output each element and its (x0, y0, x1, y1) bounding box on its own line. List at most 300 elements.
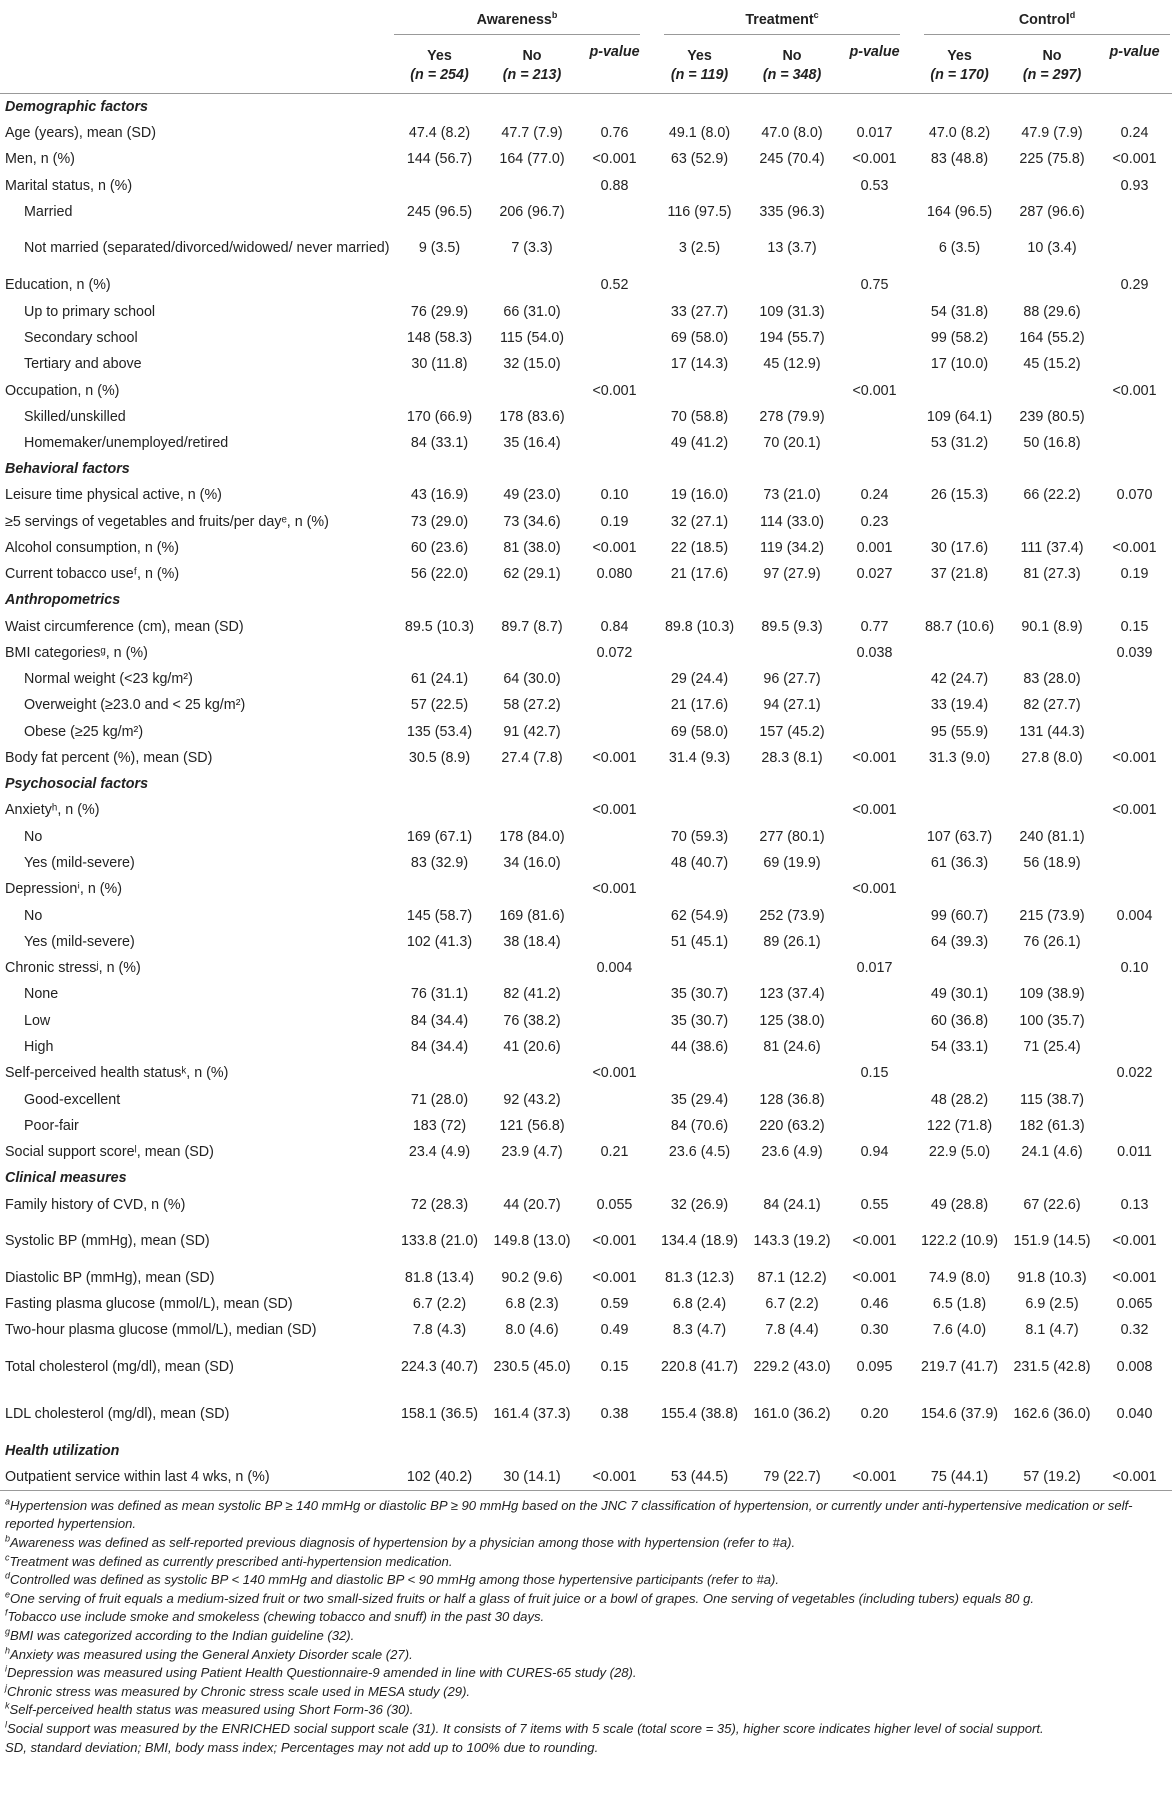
value-cell: 49 (23.0) (503, 487, 561, 504)
value-cell: 122 (71.8) (926, 1117, 993, 1134)
value-cell: 13 (3.7) (767, 240, 817, 257)
table-row (0, 430, 1172, 456)
row-label: Low (24, 1012, 51, 1029)
row-label: Chronic stressʲ, n (%) (5, 960, 141, 977)
table-row (0, 797, 1172, 823)
p-value-cell: <0.001 (852, 881, 897, 898)
value-cell: 62 (54.9) (670, 907, 729, 924)
footnote-text: Anxiety was measured using the General Anxiety Disorder scale (27). (10, 1646, 413, 1662)
col-awareness-no: No (n = 213) (487, 38, 577, 94)
value-cell: 161.4 (37.3) (493, 1405, 571, 1422)
value-cell: 8.0 (4.6) (505, 1322, 559, 1339)
header-group-row (0, 0, 1172, 38)
p-value-cell: <0.001 (852, 1269, 897, 1286)
value-cell: 277 (80.1) (759, 828, 825, 845)
row-label: Good-excellent (24, 1091, 121, 1108)
value-cell (747, 377, 837, 403)
value-cell (652, 272, 747, 298)
p-value-cell: <0.001 (1112, 1269, 1157, 1286)
table-row (0, 613, 1172, 639)
value-cell: 107 (63.7) (926, 828, 993, 845)
value-cell: 47.9 (7.9) (1021, 125, 1083, 142)
header-column-row (0, 38, 1172, 94)
footnote (5, 1683, 1142, 1702)
row-label: Social support scoreˡ, mean (SD) (5, 1144, 214, 1161)
footnote-mark: f (5, 1608, 8, 1619)
value-cell (747, 876, 837, 902)
table-row (0, 225, 1172, 272)
footnote (5, 1739, 1142, 1758)
value-cell: 7.8 (4.4) (765, 1322, 819, 1339)
value-cell: 61 (36.3) (930, 854, 989, 871)
value-cell: 87.1 (12.2) (757, 1269, 827, 1286)
footnote (5, 1646, 1142, 1665)
p-value-cell: <0.001 (1112, 1232, 1157, 1249)
value-cell: 158.1 (36.5) (400, 1405, 479, 1422)
table-row (0, 535, 1172, 561)
value-cell: 125 (38.0) (759, 1012, 825, 1029)
table-row (0, 1391, 1172, 1438)
value-cell: 131 (44.3) (1019, 723, 1085, 740)
value-cell (747, 272, 837, 298)
value-cell (392, 173, 487, 199)
p-value-cell (837, 1113, 912, 1139)
value-cell (1007, 272, 1097, 298)
footnote-mark: b (5, 1533, 11, 1544)
value-cell: 75 (44.1) (912, 1464, 1007, 1491)
value-cell: 3 (2.5) (678, 240, 721, 257)
p-value-cell (837, 850, 912, 876)
footnote-text: Social support was measured by the ENRICHED social support scale (31). It consists of 7 items with 5 scale (total score = 35), higher score indicates higher level of social support. (7, 1721, 1044, 1736)
value-cell: 27.4 (7.8) (501, 750, 563, 767)
col-treatment-yes: Yes (n = 119) (652, 38, 747, 94)
table-row (0, 1113, 1172, 1139)
value-cell (392, 797, 487, 823)
section-title: Anthropometrics (5, 592, 121, 609)
value-cell: 90.2 (9.6) (501, 1269, 563, 1286)
table-row (0, 1060, 1172, 1086)
footnote-mark: g (5, 1626, 11, 1637)
value-cell (487, 173, 577, 199)
value-cell: 71 (25.4) (1023, 1039, 1081, 1056)
row-label: Family history of CVD, n (%) (5, 1196, 186, 1213)
p-value-cell (1097, 692, 1172, 718)
p-value-cell (837, 929, 912, 955)
value-cell: 91.8 (10.3) (1017, 1269, 1087, 1286)
col-treatment-p: p-value (837, 38, 912, 94)
row-label: Married (24, 204, 73, 221)
value-cell (912, 377, 1007, 403)
row-label: Waist circumference (cm), mean (SD) (5, 618, 244, 635)
row-label: Yes (mild-severe) (24, 933, 135, 950)
value-cell: 63 (52.9) (670, 151, 729, 168)
p-value-cell: 0.080 (596, 566, 633, 583)
value-cell: 35 (16.4) (503, 435, 561, 452)
value-cell: 164 (96.5) (926, 204, 993, 221)
value-cell (1007, 1060, 1097, 1086)
p-value-cell (1097, 824, 1172, 850)
p-value-cell: <0.001 (852, 750, 897, 767)
value-cell: 81 (27.3) (1023, 566, 1081, 583)
footnote-mark: d (5, 1570, 11, 1581)
p-value-cell: 0.32 (1120, 1322, 1149, 1339)
value-cell (652, 377, 747, 403)
row-label: Obese (≥25 kg/m²) (24, 723, 144, 740)
value-cell: 48 (40.7) (670, 854, 729, 871)
p-value-cell (837, 1087, 912, 1113)
value-cell: 38 (18.4) (503, 933, 561, 950)
value-cell: 24.1 (4.6) (1021, 1144, 1083, 1161)
p-value-cell: 0.55 (860, 1196, 889, 1213)
p-value-cell: 0.055 (596, 1196, 633, 1213)
p-value-cell: <0.001 (577, 1464, 652, 1491)
p-value-cell: <0.001 (592, 750, 637, 767)
value-cell: 76 (31.1) (410, 986, 469, 1003)
p-value-cell: <0.001 (837, 1464, 912, 1491)
value-cell: 35 (30.7) (670, 1012, 729, 1029)
table-row (0, 272, 1172, 298)
value-cell: 28.3 (8.1) (761, 750, 823, 767)
value-cell: 41 (20.6) (503, 1039, 561, 1056)
value-cell: 133.8 (21.0) (400, 1232, 479, 1249)
value-cell: 9 (3.5) (418, 240, 461, 257)
p-value-cell (577, 1008, 652, 1034)
table-row (0, 377, 1172, 403)
value-cell: 178 (84.0) (499, 828, 565, 845)
row-label: Secondary school (24, 329, 138, 346)
p-value-cell: 0.004 (596, 960, 633, 977)
value-cell: 64 (30.0) (503, 671, 561, 688)
value-cell: 23.9 (4.7) (501, 1144, 563, 1161)
value-cell: 164 (77.0) (499, 151, 565, 168)
value-cell (1007, 797, 1097, 823)
row-label: Self-perceived health statusᵏ, n (%) (5, 1065, 229, 1082)
value-cell: 224.3 (40.7) (400, 1358, 479, 1375)
p-value-cell (837, 404, 912, 430)
row-label: Men, n (%) (5, 151, 75, 168)
value-cell (487, 1060, 577, 1086)
value-cell: 44 (38.6) (670, 1039, 729, 1056)
p-value-cell (1097, 1087, 1172, 1113)
value-cell (912, 797, 1007, 823)
p-value-cell: 0.072 (596, 644, 633, 661)
value-cell: 69 (19.9) (763, 854, 821, 871)
value-cell: 32 (15.0) (503, 356, 561, 373)
p-value-cell: <0.001 (592, 540, 637, 556)
p-value-cell: <0.001 (1112, 802, 1157, 819)
value-cell: 49 (30.1) (930, 986, 989, 1003)
p-value-cell: <0.001 (852, 802, 897, 819)
section-title: Demographic factors (5, 99, 149, 115)
value-cell (487, 640, 577, 666)
p-value-cell: 0.039 (1116, 644, 1153, 661)
p-value-cell (837, 1034, 912, 1060)
row-label: Occupation, n (%) (5, 382, 120, 399)
value-cell (747, 797, 837, 823)
table-row (0, 1034, 1172, 1060)
section-title: Behavioral factors (5, 461, 130, 478)
value-cell: 29 (24.4) (670, 671, 729, 688)
value-cell: 121 (56.8) (499, 1117, 565, 1134)
value-cell: 47.4 (8.2) (408, 125, 471, 142)
value-cell: 162.6 (36.0) (1013, 1405, 1091, 1422)
col-control-yes: Yes (n = 170) (912, 38, 1007, 94)
p-value-cell (577, 1113, 652, 1139)
value-cell: 71 (28.0) (410, 1091, 469, 1108)
footnote-text: One serving of fruit equals a medium-sized fruit or two small-sized fruits or half a glass of fruit juice or a bowl of grapes. One serving of vegetables (including tubers) equals 80 g. (10, 1590, 1035, 1606)
p-value-cell: 0.038 (856, 644, 893, 661)
value-cell: 42 (24.7) (930, 671, 989, 688)
p-value-cell: 0.29 (1120, 277, 1149, 294)
p-value-cell (577, 430, 652, 456)
p-value-cell: 0.017 (856, 125, 893, 142)
footnote-text: SD, standard deviation; BMI, body mass index; Percentages may not add up to 100% due to rounding. (5, 1739, 599, 1755)
value-cell: 23.4 (4.9) (408, 1144, 471, 1161)
p-value-cell: 0.065 (1116, 1296, 1153, 1313)
p-value-cell (837, 824, 912, 850)
value-cell: 61 (24.1) (410, 671, 469, 688)
value-cell: 7.8 (4.3) (412, 1322, 467, 1339)
p-value-cell: 0.19 (1120, 566, 1149, 583)
p-value-cell: 0.15 (600, 1358, 629, 1375)
value-cell: 161.0 (36.2) (753, 1405, 831, 1422)
value-cell: 30.5 (8.9) (408, 750, 471, 767)
p-value-cell: 0.24 (1120, 125, 1149, 142)
value-cell: 60 (36.8) (930, 1012, 989, 1029)
value-cell: 30 (14.1) (487, 1464, 577, 1491)
value-cell: 89.8 (10.3) (664, 618, 735, 635)
footnote (5, 1534, 1142, 1553)
value-cell (1007, 955, 1097, 981)
value-cell: 111 (37.4) (1020, 540, 1084, 556)
value-cell: 164 (55.2) (1019, 329, 1085, 346)
p-value-cell (1097, 325, 1172, 351)
p-value-cell (837, 430, 912, 456)
value-cell (392, 272, 487, 298)
value-cell: 57 (22.5) (410, 697, 469, 714)
p-value-cell (1097, 666, 1172, 692)
footnotes (0, 1491, 1147, 1757)
value-cell (912, 955, 1007, 981)
value-cell: 6.8 (2.4) (672, 1296, 727, 1313)
footnote-mark: i (5, 1663, 7, 1674)
value-cell: 252 (73.9) (759, 907, 825, 924)
footnote (5, 1664, 1142, 1683)
section-row (0, 771, 1172, 797)
row-label: Education, n (%) (5, 277, 111, 294)
value-cell: 31.3 (9.0) (928, 750, 991, 767)
group-treatment: Treatment$^c$ (652, 0, 912, 38)
table-row (0, 666, 1172, 692)
value-cell: 70 (58.8) (670, 408, 729, 425)
row-label: Normal weight (<23 kg/m²) (24, 671, 193, 688)
p-value-cell: 0.004 (1116, 907, 1153, 924)
footnote (5, 1571, 1142, 1590)
value-cell (392, 640, 487, 666)
p-value-cell (837, 351, 912, 377)
value-cell (1007, 377, 1097, 403)
p-value-cell: 0.10 (1120, 960, 1149, 977)
value-cell: 149.8 (13.0) (493, 1232, 571, 1249)
value-cell: 119 (34.2) (759, 540, 825, 556)
p-value-cell: 0.022 (1116, 1065, 1153, 1082)
p-value-cell: 0.15 (1120, 618, 1149, 635)
footnote (5, 1627, 1142, 1646)
p-value-cell: <0.001 (852, 1232, 897, 1249)
value-cell: 109 (64.1) (926, 408, 993, 425)
value-cell: 335 (96.3) (759, 204, 825, 221)
footnote (5, 1701, 1142, 1720)
row-label: High (24, 1039, 54, 1056)
p-value-cell (1097, 404, 1172, 430)
row-label: Anxietyʰ, n (%) (5, 802, 100, 819)
row-label: Age (years), mean (SD) (5, 125, 156, 142)
value-cell: 92 (43.2) (503, 1091, 561, 1108)
value-cell (912, 173, 1007, 199)
value-cell (487, 797, 577, 823)
section-title: Psychosocial factors (5, 776, 149, 793)
value-cell: 82 (27.7) (1023, 697, 1081, 714)
row-label: Outpatient service within last 4 wks, n (%) (0, 1464, 392, 1491)
p-value-cell: <0.001 (592, 802, 637, 819)
value-cell: 43 (16.9) (410, 487, 469, 504)
value-cell: 33 (19.4) (930, 697, 989, 714)
value-cell: 30 (17.6) (930, 540, 989, 556)
value-cell (912, 876, 1007, 902)
row-label: Yes (mild-severe) (24, 854, 135, 871)
p-value-cell: <0.001 (592, 151, 637, 168)
row-label: ≥5 servings of vegetables and fruits/per dayᵉ, n (%) (5, 513, 329, 530)
value-cell: 229.2 (43.0) (753, 1358, 831, 1375)
p-value-cell (577, 325, 652, 351)
value-cell: 6.9 (2.5) (1025, 1296, 1079, 1313)
value-cell: 219.7 (41.7) (920, 1358, 999, 1375)
p-value-cell (1097, 929, 1172, 955)
p-value-cell (577, 692, 652, 718)
value-cell: 7 (3.3) (511, 240, 553, 257)
p-value-cell (577, 824, 652, 850)
value-cell: 220 (63.2) (759, 1117, 825, 1134)
p-value-cell (577, 1087, 652, 1113)
value-cell (392, 955, 487, 981)
value-cell: 22 (18.5) (670, 540, 729, 556)
value-cell: 45 (12.9) (763, 356, 821, 373)
value-cell: 73 (29.0) (410, 513, 469, 530)
p-value-cell: 0.070 (1116, 487, 1153, 504)
p-value-cell (1097, 225, 1172, 272)
value-cell: 100 (35.7) (1019, 1012, 1085, 1029)
table-row (0, 719, 1172, 745)
value-cell: 50 (16.8) (1023, 435, 1081, 452)
footnote-mark: k (5, 1701, 10, 1712)
p-value-cell: 0.13 (1120, 1196, 1149, 1213)
value-cell: 47.0 (8.0) (761, 125, 823, 142)
value-cell: 178 (83.6) (499, 408, 565, 425)
value-cell: 169 (81.6) (499, 907, 565, 924)
value-cell: 22.9 (5.0) (928, 1144, 991, 1161)
footnote-text: Treatment was defined as currently prescribed anti-hypertension medication. (9, 1553, 453, 1569)
p-value-cell (837, 298, 912, 324)
value-cell: 17 (10.0) (930, 356, 989, 373)
value-cell: 76 (38.2) (503, 1012, 561, 1029)
p-value-cell (1097, 430, 1172, 456)
value-cell: 51 (45.1) (670, 933, 729, 950)
table-row (0, 1291, 1172, 1317)
value-cell: 62 (29.1) (503, 566, 561, 583)
value-cell: 90.1 (8.9) (1021, 618, 1083, 635)
section-row (0, 587, 1172, 613)
value-cell: 169 (67.1) (406, 828, 473, 845)
p-value-cell: 0.93 (1120, 177, 1149, 194)
value-cell: 33 (27.7) (670, 303, 729, 320)
p-value-cell: 0.46 (860, 1296, 889, 1313)
col-awareness-p: p-value (577, 38, 652, 94)
value-cell: 49 (28.8) (930, 1196, 989, 1213)
p-value-cell (837, 692, 912, 718)
value-cell: 21 (17.6) (670, 566, 729, 583)
value-cell: 151.9 (14.5) (1013, 1232, 1091, 1249)
p-value-cell: <0.001 (592, 1232, 637, 1249)
p-value-cell: 0.94 (860, 1144, 889, 1161)
value-cell: 225 (75.8) (1019, 151, 1085, 168)
value-cell: 56 (18.9) (1023, 854, 1081, 871)
value-cell: 102 (40.2) (392, 1464, 487, 1491)
p-value-cell: <0.001 (1112, 151, 1157, 168)
p-value-cell: <0.001 (592, 1065, 637, 1082)
table-row (0, 981, 1172, 1007)
value-cell (487, 377, 577, 403)
value-cell: 83 (48.8) (930, 151, 989, 168)
value-cell: 97 (27.9) (763, 566, 821, 583)
value-cell: 76 (26.1) (1023, 933, 1081, 950)
value-cell: 8.3 (4.7) (672, 1322, 727, 1339)
table-row (0, 1191, 1172, 1217)
value-cell: 6.7 (2.2) (765, 1296, 819, 1313)
value-cell (652, 955, 747, 981)
footnote (5, 1497, 1142, 1534)
row-label: Overweight (≥23.0 and < 25 kg/m²) (24, 697, 246, 714)
value-cell: 157 (45.2) (759, 723, 825, 740)
value-cell: 128 (36.8) (759, 1091, 825, 1108)
row-label: LDL cholesterol (mg/dl), mean (SD) (5, 1405, 230, 1422)
p-value-cell (577, 225, 652, 272)
col-control-p: p-value (1097, 38, 1172, 94)
value-cell: 30 (11.8) (411, 356, 468, 373)
value-cell: 170 (66.9) (406, 408, 473, 425)
value-cell: 82 (41.2) (503, 986, 561, 1003)
value-cell: 94 (27.1) (763, 697, 821, 714)
value-cell: 99 (60.7) (930, 907, 989, 924)
value-cell: 239 (80.5) (1019, 408, 1085, 425)
row-label: Depressionⁱ, n (%) (5, 881, 122, 898)
p-value-cell: 0.15 (860, 1065, 889, 1082)
value-cell: 54 (31.8) (930, 303, 989, 320)
footnote-text: Awareness was defined as self-reported previous diagnosis of hypertension by a physician among those with hypertension (refer to #a). (10, 1535, 796, 1551)
value-cell (487, 876, 577, 902)
value-cell: 49.1 (8.0) (668, 125, 731, 142)
value-cell: 135 (53.4) (406, 723, 473, 740)
p-value-cell (1097, 199, 1172, 225)
value-cell: 115 (54.0) (499, 329, 565, 346)
value-cell: 73 (34.6) (503, 513, 561, 530)
value-cell: 76 (29.9) (410, 303, 469, 320)
p-value-cell: 0.027 (856, 566, 893, 583)
value-cell: 66 (22.2) (1023, 487, 1081, 504)
value-cell: 35 (30.7) (670, 986, 729, 1003)
value-cell (747, 955, 837, 981)
p-value-cell (1097, 298, 1172, 324)
p-value-cell: 0.24 (860, 487, 889, 504)
